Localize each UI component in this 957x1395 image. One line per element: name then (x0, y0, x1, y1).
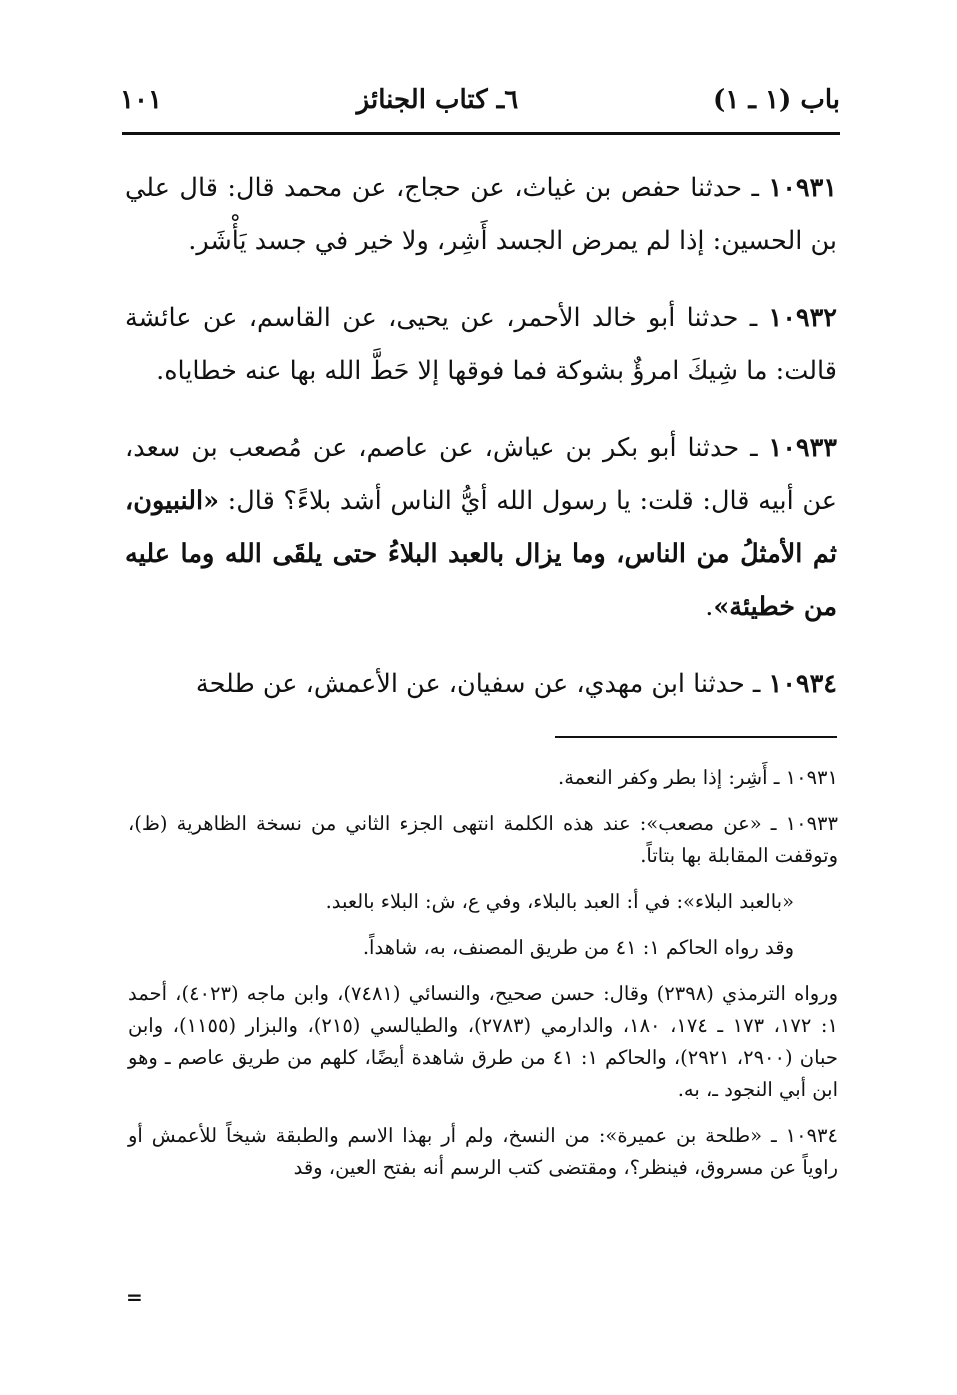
footnote-rule (555, 736, 837, 738)
footnote: وقد رواه الحاكم ١: ٤١ من طريق المصنف، به، شاهداً. (362, 936, 794, 959)
entry-number: ١٠٩٣٣ (768, 433, 837, 463)
entry-text: ـ حدثنا حفص بن غياث، عن حجاج، عن محمد قال: قال علي بن الحسين: إذا لم يمرض الجسد أَشِر، ولا خير في جسد يَأْشَر. (125, 173, 837, 256)
hadith-entry (125, 422, 837, 634)
entry-end: . (705, 592, 714, 622)
entry-text: ـ حدثنا ابن مهدي، عن سفيان، عن الأعمش، عن طلحة (195, 669, 769, 699)
entry-number: ١٠٩٣١ (768, 173, 837, 203)
entry-number: ١٠٩٣٢ (768, 303, 837, 333)
entry-text: ـ حدثنا أبو خالد الأحمر، عن يحيى، عن القاسم، عن عائشة قالت: ما شِيكَ امرؤٌ بشوكة فما فوقها إلا حَطَّ الله بها عنه خطاياه. (125, 303, 837, 386)
entry-text: ـ حدثنا أبو بكر بن عياش، عن عاصم، عن مُصعب بن سعد، عن أبيه قال: قلت: يا رسول الله أيُّ الناس أشد بلاءً؟ قال: (125, 433, 837, 516)
header-rule (122, 132, 840, 135)
entry-number: ١٠٩٣٤ (768, 669, 837, 699)
continuation-mark: = (126, 1285, 143, 1309)
running-header (120, 80, 840, 120)
footnote: ١٠٩٣٣ ـ «عن مصعب»: عند هذه الكلمة انتهى الجزء الثاني من نسخة الظاهرية (ظ)، وتوقفت المقابلة بها بتاتاً. (128, 812, 838, 867)
book-title: ٦ـ كتاب الجنائز (356, 85, 519, 115)
footnote: «بالعبد البلاء»: في أ: العبد بالبلاء، وفي ع، ش: البلاء بالعبد. (325, 890, 794, 913)
page-number: ١٠١ (120, 85, 162, 115)
footnote: ١٠٩٣٤ ـ «طلحة بن عميرة»: من النسخ، ولم أر بهذا الاسم والطبقة شيخاً للأعمش أو راوياً عن مسروق، فينظر؟، ومقتضى كتب الرسم أنه بفتح العين، وقد (128, 1124, 838, 1179)
hadith-entry (125, 658, 837, 711)
hadith-quote: «النبيون، ثم الأمثلُ من الناس، وما يزال بالعبد البلاءُ حتى يلقَى الله وما عليه من خطيئة» (125, 486, 837, 622)
chapter-label: باب (١ ـ ١) (713, 85, 840, 115)
footnotes (128, 762, 838, 1198)
hadith-entry (125, 162, 837, 268)
hadith-entry (125, 292, 837, 398)
main-text (125, 162, 837, 711)
footnote: ورواه الترمذي (٢٣٩٨) وقال: حسن صحيح، والنسائي (٧٤٨١)، وابن ماجه (٤٠٢٣)، أحمد ١: ١٧٢، ١٧٣ ـ ١٧٤، ١٨٠، والدارمي (٢٧٨٣)، والطيالسي (٢١٥)، والبزار (١١٥٥)، وابن حبان (٢٩٠٠، ٢٩٢١)، والحاكم ١: ٤١ من طرق شاهدة أيضًا، كلهم من طريق عاصم ـ وهو ابن أبي النجود ـ، به. (128, 982, 838, 1101)
footnote: ١٠٩٣١ ـ أَشِر: إذا بطر وكفر النعمة. (558, 766, 838, 789)
